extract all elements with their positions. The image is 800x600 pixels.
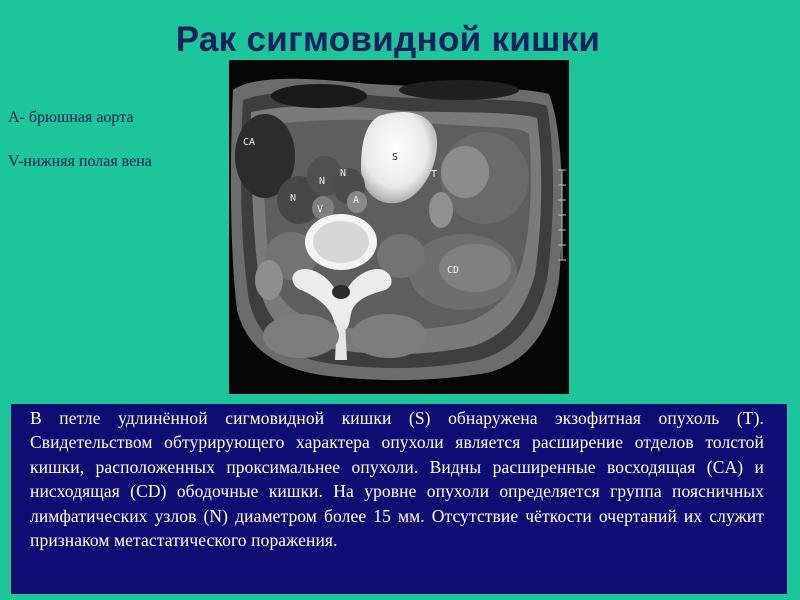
ct-scan-image bbox=[229, 60, 569, 394]
paraspinal-right bbox=[351, 314, 427, 358]
ct-scan-svg bbox=[229, 60, 569, 394]
caption-text: В петле удлинённой сигмовидной кишки (S) обнаружена экзофитная опухоль (T). Свидетельством обтурирующего характера опухоли является расширение отделов толстой кишки, расположенных проксимальнее опухоли. Видны расширенные восходящая (CA) и нисходящая (CD) ободочные кишки. На уровне опухоли определяется группа поясничных лимфатических узлов (N) диаметром более 15 мм. Отсутствие чёткости очертаний их служит признаком метастатического поражения. bbox=[30, 408, 764, 551]
right-kidney bbox=[429, 192, 453, 228]
ct-label-t: T bbox=[431, 169, 438, 180]
ct-label-s: S bbox=[392, 152, 399, 163]
gas-pocket-top-left bbox=[271, 84, 367, 108]
ct-label-n-3: N bbox=[290, 193, 297, 204]
vertebral-body-inner bbox=[313, 221, 369, 263]
caption-box bbox=[11, 404, 787, 594]
ct-label-cd: CD bbox=[447, 265, 460, 276]
ct-label-v: V bbox=[317, 204, 324, 215]
paraspinal-left bbox=[263, 314, 339, 358]
legend-vena-cava: V-нижняя полая вена bbox=[8, 153, 152, 170]
ct-label-ca: CA bbox=[243, 137, 256, 148]
left-kidney bbox=[255, 260, 283, 300]
tumor-region bbox=[441, 146, 489, 198]
spinal-canal bbox=[332, 285, 350, 299]
ct-label-n-1: N bbox=[319, 176, 326, 187]
ct-label-a: A bbox=[353, 195, 360, 206]
slide-title: Рак сигмовидной кишки bbox=[175, 20, 601, 59]
gas-pocket-top-right bbox=[399, 80, 519, 100]
legend-aorta: А- брюшная аорта bbox=[8, 109, 134, 126]
ct-label-n-2: N bbox=[340, 168, 347, 179]
